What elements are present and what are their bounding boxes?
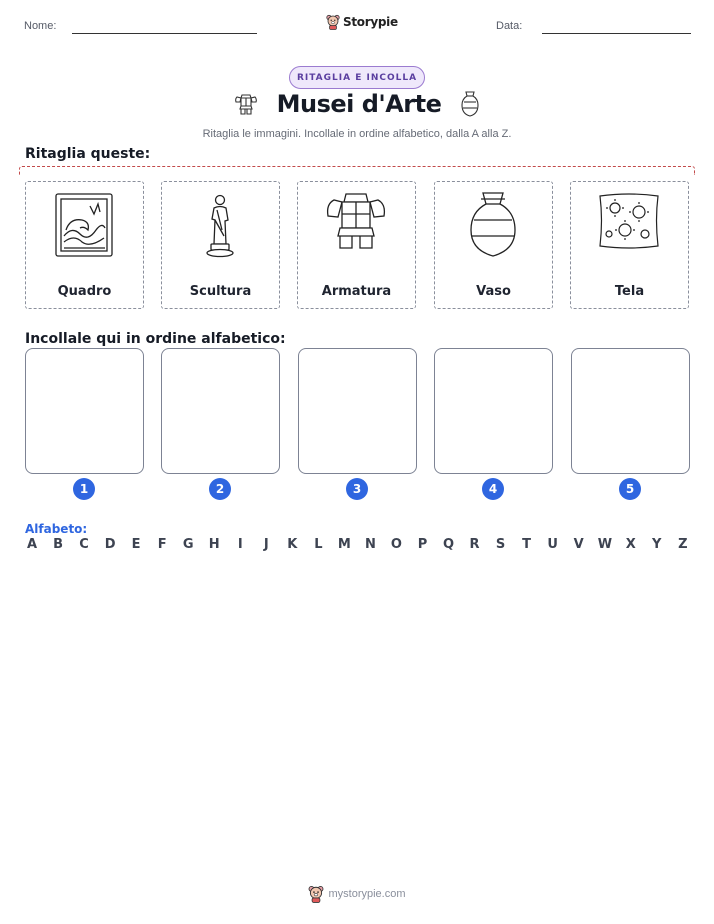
letter: N	[364, 537, 376, 552]
letter: G	[182, 537, 194, 552]
slot-number-5: 5	[619, 478, 641, 500]
letter: L	[314, 537, 323, 552]
letter: R	[469, 537, 480, 552]
letter: K	[287, 537, 298, 552]
letter: Y	[652, 537, 662, 552]
canvas-icon	[595, 190, 663, 252]
cut-card-scultura[interactable]	[161, 181, 280, 309]
letter: Q	[442, 537, 455, 552]
cut-card-quadro[interactable]	[25, 181, 144, 309]
date-label: Data:	[496, 20, 523, 32]
cut-card-tela[interactable]	[570, 181, 689, 309]
paste-slot-4[interactable]	[434, 348, 553, 474]
card-label: Vaso	[476, 284, 511, 299]
brand-name: Storypie	[343, 15, 398, 29]
letter: T	[522, 537, 532, 552]
activity-badge: RITAGLIA E INCOLLA	[289, 66, 425, 89]
vase-icon	[459, 90, 481, 118]
slot-number-3: 3	[346, 478, 368, 500]
letter: Z	[678, 537, 688, 552]
bear-icon	[326, 14, 340, 30]
cut-card-vaso[interactable]	[434, 181, 553, 309]
instructions: Ritaglia le immagini. Incollale in ordine alfabetico, dalla A alla Z.	[202, 128, 512, 140]
letter: D	[104, 537, 116, 552]
brand-logo	[326, 14, 398, 30]
alphabet-row	[25, 537, 690, 552]
letter: I	[237, 537, 243, 552]
letter: E	[131, 537, 141, 552]
card-label: Armatura	[321, 284, 392, 299]
statue-icon	[186, 190, 254, 262]
letter: O	[390, 537, 402, 552]
vase-icon	[459, 190, 527, 260]
letter: U	[547, 537, 558, 552]
title-row	[0, 90, 714, 118]
bear-icon	[308, 885, 324, 903]
name-line[interactable]	[72, 33, 257, 34]
footer-url[interactable]: mystorypie.com	[328, 888, 406, 900]
cut-card-armatura[interactable]	[297, 181, 416, 309]
cut-heading: Ritaglia queste:	[25, 146, 151, 162]
letter: B	[53, 537, 63, 552]
card-label: Tela	[614, 284, 645, 299]
letter: A	[26, 537, 38, 552]
name-label: Nome:	[24, 20, 57, 32]
cut-line	[19, 166, 695, 175]
slot-number-2: 2	[209, 478, 231, 500]
paste-slot-1[interactable]	[25, 348, 144, 474]
alphabet-title: Alfabeto:	[25, 522, 88, 536]
armor-icon	[233, 92, 259, 116]
paste-slot-3[interactable]	[298, 348, 417, 474]
paste-slot-2[interactable]	[161, 348, 280, 474]
slot-number-4: 4	[482, 478, 504, 500]
footer	[0, 885, 714, 903]
letter: M	[337, 537, 351, 552]
slot-number-1: 1	[73, 478, 95, 500]
letter: S	[495, 537, 506, 552]
painting-icon	[50, 190, 118, 260]
date-line[interactable]	[542, 33, 691, 34]
letter: J	[263, 537, 269, 552]
letter: H	[208, 537, 220, 552]
paste-heading: Incollale qui in ordine alfabetico:	[25, 331, 286, 347]
card-label: Quadro	[57, 284, 112, 299]
paste-slot-5[interactable]	[571, 348, 690, 474]
letter: F	[157, 537, 167, 552]
letter: P	[417, 537, 428, 552]
letter: V	[573, 537, 584, 552]
letter: W	[597, 537, 613, 552]
page-title: Musei d'Arte	[276, 90, 442, 118]
letter: C	[79, 537, 89, 552]
letter: X	[625, 537, 636, 552]
armor-icon	[322, 190, 390, 254]
card-label: Scultura	[189, 284, 252, 299]
